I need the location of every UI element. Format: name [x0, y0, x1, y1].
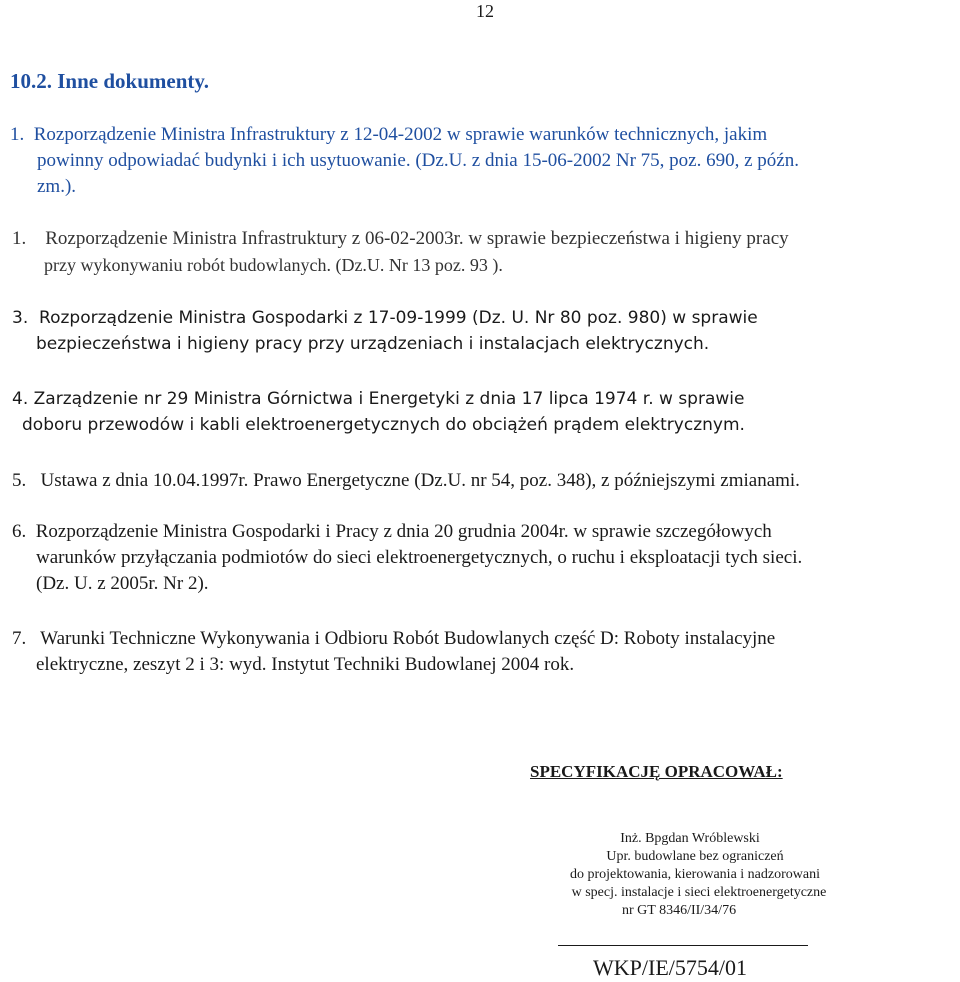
list-item-5-number: 5. [12, 470, 27, 491]
list-item-1-line-3: zm.). [37, 176, 77, 197]
list-item-2-text-1: Rozporządzenie Ministra Infrastruktury z 06-02-2003r. w sprawie bezpieczeństwa i higieny pracy [45, 228, 789, 249]
list-item-2-line-2: przy wykonywaniu robót budowlanych. (Dz.U. Nr 13 poz. 93 ). [44, 255, 503, 275]
section-title: 10.2. Inne dokumenty. [10, 69, 209, 93]
page-number: 12 [476, 1, 494, 21]
list-item-1-line-2: powinny odpowiadać budynki i ich usytuowanie. (Dz.U. z dnia 15-06-2002 Nr 75, poz. 690, z późn. [37, 150, 799, 171]
list-item-1-line-1 [10, 122, 799, 148]
document-code: WKP/IE/5754/01 [593, 955, 747, 980]
list-item-6 [12, 519, 802, 597]
signature-name: Inż. Bpgdan Wróblewski [620, 831, 760, 846]
list-item-3-line-2: bezpieczeństwa i higieny pracy przy urządzeniach i instalacjach elektrycznych. [36, 334, 710, 354]
list-item-2 [12, 226, 789, 278]
list-item-7 [12, 626, 775, 678]
signature-divider [558, 945, 808, 946]
list-item-6-line-3: (Dz. U. z 2005r. Nr 2). [36, 573, 209, 594]
list-item-6-line-2: warunków przyłączania podmiotów do sieci elektroenergetycznych, o ruchu i eksploatacji tych sieci. [36, 547, 803, 568]
list-item-4-number: 4. [12, 389, 29, 409]
list-item-7-line-1 [12, 626, 775, 652]
list-item-4-line-2: doboru przewodów i kabli elektroenergetycznych do obciążeń prądem elektrycznym. [22, 415, 745, 435]
list-item-4-text-1: Zarządzenie nr 29 Ministra Górnictwa i Energetyki z dnia 17 lipca 1974 r. w sprawie [33, 389, 745, 409]
list-item-4 [12, 386, 745, 438]
list-item-5-line-1 [12, 468, 800, 494]
list-item-7-text-1: Warunki Techniczne Wykonywania i Odbioru Robót Budowlanych część D: Roboty instalacyjne [40, 628, 776, 649]
signature-specialty: w specj. instalacje i sieci elektroenergetyczne [571, 885, 827, 900]
signature-scope: do projektowania, kierowania i nadzorowani [570, 867, 820, 882]
list-item-5 [12, 468, 800, 494]
list-item-6-text-1: Rozporządzenie Ministra Gospodarki i Pracy z dnia 20 grudnia 2004r. w sprawie szczegółowych [35, 521, 772, 542]
list-item-6-number: 6. [12, 521, 27, 542]
list-item-1-text-1: Rozporządzenie Ministra Infrastruktury z 12-04-2002 w sprawie warunków technicznych, jakim [33, 124, 768, 145]
list-item-6-line-1 [12, 519, 802, 545]
list-item-2-number: 1. [12, 228, 27, 249]
list-item-1-number: 1. [10, 124, 25, 145]
list-item-3 [12, 305, 758, 357]
list-item-1 [10, 122, 799, 200]
list-item-7-number: 7. [12, 628, 27, 649]
signature-qualification: Upr. budowlane bez ograniczeń [606, 849, 784, 864]
list-item-5-text-1: Ustawa z dnia 10.04.1997r. Prawo Energetyczne (Dz.U. nr 54, poz. 348), z późniejszymi zmianami. [40, 470, 800, 491]
list-item-3-line-1 [12, 305, 758, 331]
signature-license-number: nr GT 8346/II/34/76 [622, 903, 737, 918]
list-item-3-number: 3. [12, 308, 29, 328]
list-item-2-line-1 [12, 226, 789, 252]
list-item-4-line-1 [12, 386, 745, 412]
list-item-7-line-2: elektryczne, zeszyt 2 i 3: wyd. Instytut Techniki Budowlanej 2004 rok. [36, 654, 575, 675]
spec-heading: SPECYFIKACJĘ OPRACOWAŁ: [530, 762, 783, 781]
list-item-3-text-1: Rozporządzenie Ministra Gospodarki z 17-09-1999 (Dz. U. Nr 80 poz. 980) w sprawie [39, 308, 758, 328]
signature-block [540, 830, 850, 920]
